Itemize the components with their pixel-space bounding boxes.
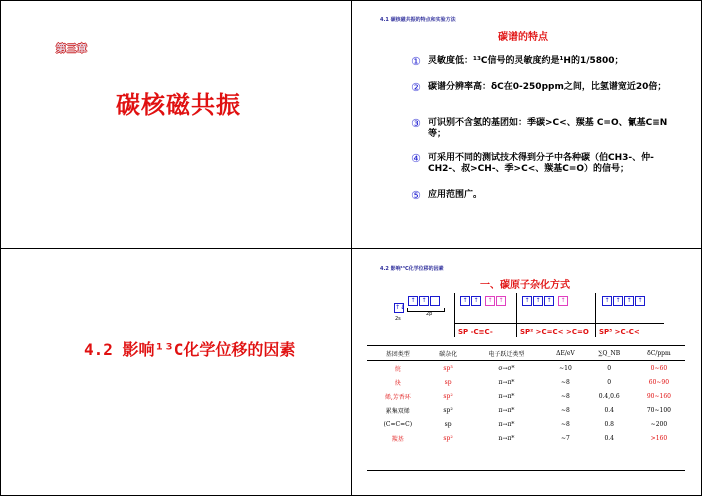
table-cell: 0 (607, 364, 612, 372)
table-cell: ~8 (561, 378, 570, 386)
bracket (407, 308, 445, 312)
divider (454, 293, 455, 337)
orbital-diagram (392, 293, 664, 338)
item-number: ③ (411, 117, 421, 130)
table-cell: ~200 (650, 420, 668, 428)
orbital-box: ↑ (602, 296, 612, 306)
item-number: ④ (411, 152, 421, 165)
table-row (367, 375, 685, 389)
table-cell: 羰基 (391, 435, 404, 443)
item-number: ② (411, 81, 421, 94)
hybrid-label-sp2: SP² >C=C< >C=O (520, 328, 589, 336)
table-header: ∑Q_NB (586, 346, 633, 361)
table-cell: π→π* (498, 420, 515, 428)
table-header: 基团类型 (367, 346, 429, 361)
table-bottom-rule (367, 470, 685, 471)
orbital-label: 2s (395, 316, 401, 322)
item-text: 可采用不同的测试技术得到分子中各种碳（伯CH3-、仲-CH2-、叔>CH-、季>C<、羰基C=O）的信号； (428, 153, 654, 174)
hybridization-table (367, 345, 685, 445)
table-header-row (367, 346, 685, 361)
table-cell: 炔 (394, 379, 401, 387)
divider (595, 293, 596, 337)
table-cell: sp (444, 378, 452, 386)
table-cell: ~8 (561, 420, 570, 428)
orbital-box: ↑ (558, 296, 568, 306)
table-cell: 60~90 (648, 378, 670, 386)
orbital-box: ↑ (522, 296, 532, 306)
table-row (367, 431, 685, 445)
chapter-label: 第三章 (56, 44, 88, 55)
table-cell: 0.4 (604, 406, 614, 414)
table-header: 碳杂化 (429, 346, 468, 361)
table-cell: (C=C=C) (383, 420, 413, 428)
table-header: ΔE/eV (545, 346, 585, 361)
table-cell: ~8 (561, 406, 570, 414)
table-cell: 0 (607, 378, 612, 386)
slide-2-title: 碳谱的特点 (498, 32, 548, 43)
table-cell: 0.8 (604, 420, 614, 428)
item-text: 可识别不含氢的基团如：季碳>C<、羰基 C=O、氰基C≡N等； (428, 118, 668, 139)
orbital-box: ↑ (460, 296, 470, 306)
table-cell: 烯,芳香环 (384, 393, 411, 401)
orbital-box: ↑ (408, 296, 418, 306)
orbital-label: 2p (426, 311, 433, 317)
table-cell: 烷 (394, 365, 401, 373)
hybrid-label-sp3: SP³ >C-C< (599, 328, 640, 336)
table-cell: n→π* (498, 434, 515, 442)
slide-4-title: 一、碳原子杂化方式 (480, 280, 570, 291)
slide-divider-horizontal (0, 248, 702, 249)
table-cell: >160 (650, 434, 668, 442)
orbital-box: ↑ (485, 296, 495, 306)
table-header: δC/ppm (633, 346, 685, 361)
item-text: 应用范围广。 (428, 190, 483, 200)
item-number: ① (411, 55, 421, 68)
table-cell: sp (444, 420, 452, 428)
item-text: 灵敏度低：¹³C信号的灵敏度约是¹H的1/5800； (428, 56, 624, 66)
slide-2-breadcrumb: 4.1 碳核磁共振的特点和实验方法 (380, 17, 456, 23)
table-cell: π→π* (498, 378, 515, 386)
table-cell: 累集双烯 (385, 407, 410, 415)
orbital-box: ↑ (635, 296, 645, 306)
table-row (367, 403, 685, 417)
table-cell: 0.4,0.6 (598, 392, 620, 400)
orbital-box: ↑ (624, 296, 634, 306)
orbital-box: ↑ (419, 296, 429, 306)
divider (516, 293, 517, 337)
table-cell: ~8 (561, 392, 570, 400)
orbital-box: ↑ (613, 296, 623, 306)
table-row (367, 361, 685, 376)
item-number: ⑤ (411, 189, 421, 202)
item-text: 碳谱分辨率高：δC在0-250ppm之间，比氢谱宽近20倍； (428, 82, 667, 92)
orbital-box: ↑ (471, 296, 481, 306)
table-row (367, 417, 685, 431)
orbital-box: ↑ (544, 296, 554, 306)
table-cell: 0.4 (604, 434, 614, 442)
table-cell: sp² (443, 406, 453, 414)
table-cell: ~7 (561, 434, 570, 442)
table-cell: ~10 (559, 364, 572, 372)
table-cell: 90~160 (646, 392, 671, 400)
hybrid-label-sp: SP -C≡C- (458, 328, 493, 336)
table-cell: sp² (443, 392, 453, 400)
slide-1-title: 碳核磁共振 (116, 91, 241, 119)
slide-4-breadcrumb: 4.2 影响¹³C化学位移的因素 (380, 266, 444, 272)
table-cell: 0~60 (650, 364, 668, 372)
orbital-box (430, 296, 440, 306)
table-cell: π→π* (498, 406, 515, 414)
table-header: 电子跃迁类型 (468, 346, 546, 361)
orbital-box: ↑↓ (395, 304, 406, 311)
orbital-box: ↑ (533, 296, 543, 306)
orbital-box: ↑ (496, 296, 506, 306)
divider (454, 323, 664, 324)
table-cell: sp² (443, 434, 453, 442)
table-cell: sp³ (443, 364, 453, 372)
table-cell: σ→σ* (498, 364, 515, 372)
slide-3-title: 4.2 影响¹³C化学位移的因素 (84, 340, 296, 359)
table-cell: π→π* (498, 392, 515, 400)
table-row (367, 389, 685, 403)
table-cell: 70~100 (646, 406, 671, 414)
